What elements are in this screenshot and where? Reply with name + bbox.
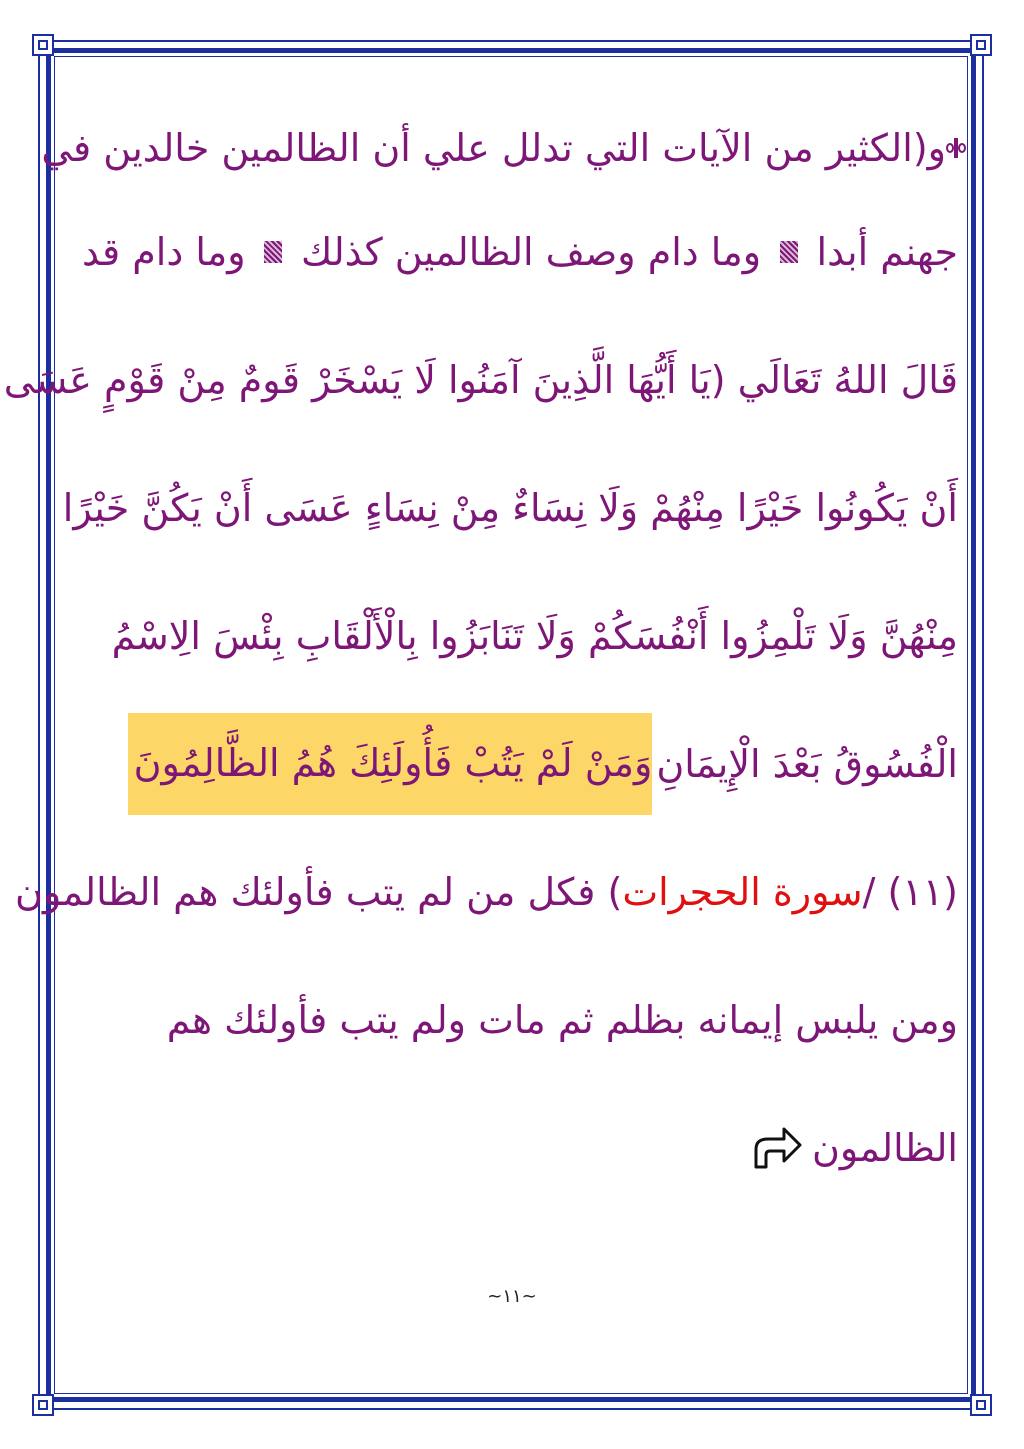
text-line-9 [82,1084,958,1212]
line-text: وما دام قد [82,230,246,274]
text-line-8 [82,956,958,1084]
text-line-1 [41,108,958,188]
line-text: ) فكل من لم يتب فأولئك هم الظالمون [15,870,623,914]
line-text: وما دام وصف الظالمين كذلك [301,230,762,274]
line-text: و(الكثير من الآيات التي تدلل علي أن الظالمين خالدين في [41,126,946,170]
turn-arrow-icon [750,1125,804,1171]
text-line-7 [15,828,958,956]
hatched-square-icon [780,241,798,263]
page-number: ~١١~ [487,1286,537,1307]
surah-name: سورة الحجرات [622,870,863,914]
corner-ornament-bottom-right [970,1394,992,1416]
verse-citation-number: (١١) / [862,870,958,914]
ornament-marker-icon [954,138,958,158]
line-text: الظالمون [812,1126,958,1170]
quran-verse-text: قَالَ اللهُ تَعَالَي (يَا أَيُّهَا الَّذِينَ آمَنُوا لَا يَسْخَرْ قَومٌ مِنْ قَوْمٍ عَسَى [3,358,958,402]
corner-ornament-top-right [970,34,992,56]
corner-ornament-bottom-left [32,1394,54,1416]
text-line-4 [62,444,958,572]
quran-verse-text: الْفُسُوقُ بَعْدَ الْإِيمَانِ [656,742,958,786]
corner-ornament-top-left [32,34,54,56]
highlighted-verse-text: وَمَنْ لَمْ يَتُبْ فَأُولَئِكَ هُمُ الظَّالِمُونَ [128,713,653,815]
text-line-6 [82,700,958,828]
line-text: ومن يلبس إيمانه بظلم ثم مات ولم يتب فأولئك هم [166,998,958,1042]
page-body [3,108,958,1212]
text-line-2 [82,188,958,316]
quran-verse-text: أَنْ يَكُونُوا خَيْرًا مِنْهُمْ وَلَا نِسَاءٌ مِنْ نِسَاءٍ عَسَى أَنْ يَكُنَّ خَيْرًا [62,486,958,530]
line-text: جهنم أبدا [816,230,958,274]
hatched-square-icon [264,241,282,263]
text-line-3 [3,316,958,444]
text-line-5 [82,572,958,700]
quran-verse-text: مِنْهُنَّ وَلَا تَلْمِزُوا أَنْفُسَكُمْ وَلَا تَنَابَزُوا بِالْأَلْقَابِ بِئْسَ الِاسْمُ [111,614,958,658]
